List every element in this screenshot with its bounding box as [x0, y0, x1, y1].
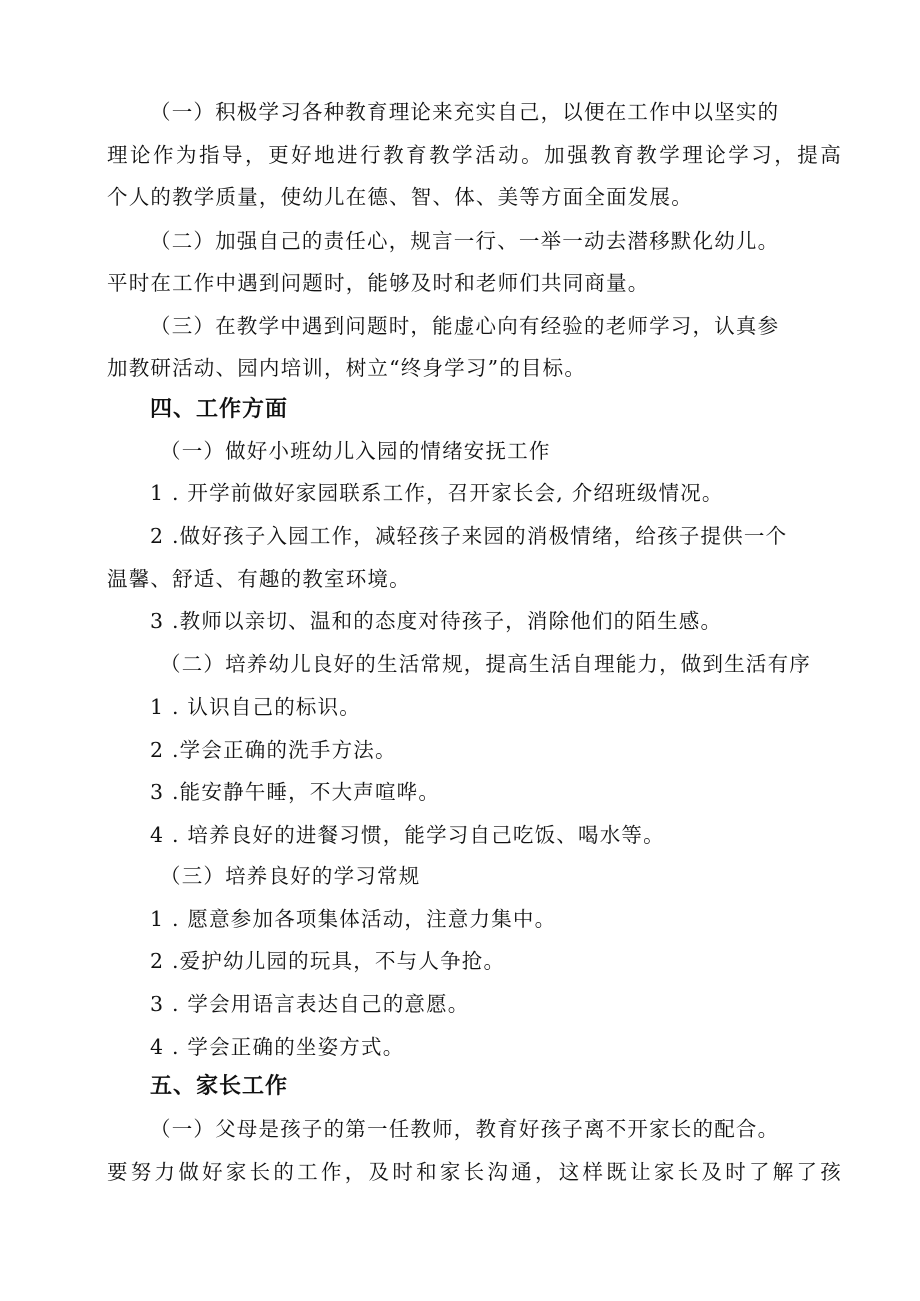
list-item-4-3-4: 4 . 学会正确的坐姿方式。	[150, 1035, 405, 1059]
list-item-4-2-4: 4 . 培养良好的进餐习惯，能学习自己吃饭、喝水等。	[150, 823, 665, 847]
subheading-4-1: （一）做好小班幼儿入园的情绪安抚工作	[160, 439, 551, 463]
section-heading-5: 五、家长工作	[150, 1074, 289, 1099]
paragraph-2-line-2: 平时在工作中遇到问题时，能够及时和老师们共同商量。	[107, 271, 650, 295]
list-item-4-3-2: 2 .爱护幼儿园的玩具，不与人争抢。	[150, 949, 506, 973]
paragraph-3-line-1: （三）在教学中遇到问题时，能虚心向有经验的老师学习，认真参	[150, 314, 780, 338]
paragraph-2-line-1: （二）加强自己的责任心，规言一行、一举一动去潜移默化幼儿。	[150, 229, 780, 253]
list-item-4-1-1: 1 . 开学前做好家园联系工作，召开家长会, 介绍班级情况。	[150, 481, 724, 505]
paragraph-5-line-2: 要努力做好家长的工作，及时和家长沟通，这样既让家长及时了解了孩	[107, 1160, 842, 1184]
list-item-4-2-2: 2 .学会正确的洗手方法。	[150, 738, 397, 762]
list-item-4-3-3: 3 . 学会用语言表达自己的意愿。	[150, 992, 470, 1016]
paragraph-3-line-2: 加教研活动、园内培训，树立“终身学习”的目标。	[107, 356, 587, 380]
list-item-4-2-3: 3 .能安静午睡，不大声喧哗。	[150, 780, 441, 804]
paragraph-1-line-2: 理论作为指导，更好地进行教育教学活动。加强教育教学理论学习，提高	[107, 143, 842, 167]
list-item-4-1-2-line-2: 温馨、舒适、有趣的教室环境。	[107, 567, 411, 591]
paragraph-1-line-1: （一）积极学习各种教育理论来充实自己，以便在工作中以坚实的	[150, 100, 780, 124]
list-item-4-1-2-line-1: 2 .做好孩子入园工作，减轻孩子来园的消极情绪，给孩子提供一个	[150, 524, 788, 548]
subheading-4-2: （二）培养幼儿良好的生活常规，提高生活自理能力，做到生活有序	[160, 652, 811, 676]
paragraph-1-line-3: 个人的教学质量，使幼儿在德、智、体、美等方面全面发展。	[107, 185, 693, 209]
list-item-4-1-3: 3 .教师以亲切、温和的态度对待孩子，消除他们的陌生感。	[150, 609, 723, 633]
list-item-4-2-1: 1 . 认识自己的标识。	[150, 695, 361, 719]
list-item-4-3-1: 1 . 愿意参加各项集体活动，注意力集中。	[150, 907, 557, 931]
subheading-4-3: （三）培养良好的学习常规	[160, 864, 421, 888]
section-heading-4: 四、工作方面	[150, 397, 289, 422]
paragraph-5-line-1: （一）父母是孩子的第一任教师，教育好孩子离不开家长的配合。	[150, 1117, 780, 1141]
